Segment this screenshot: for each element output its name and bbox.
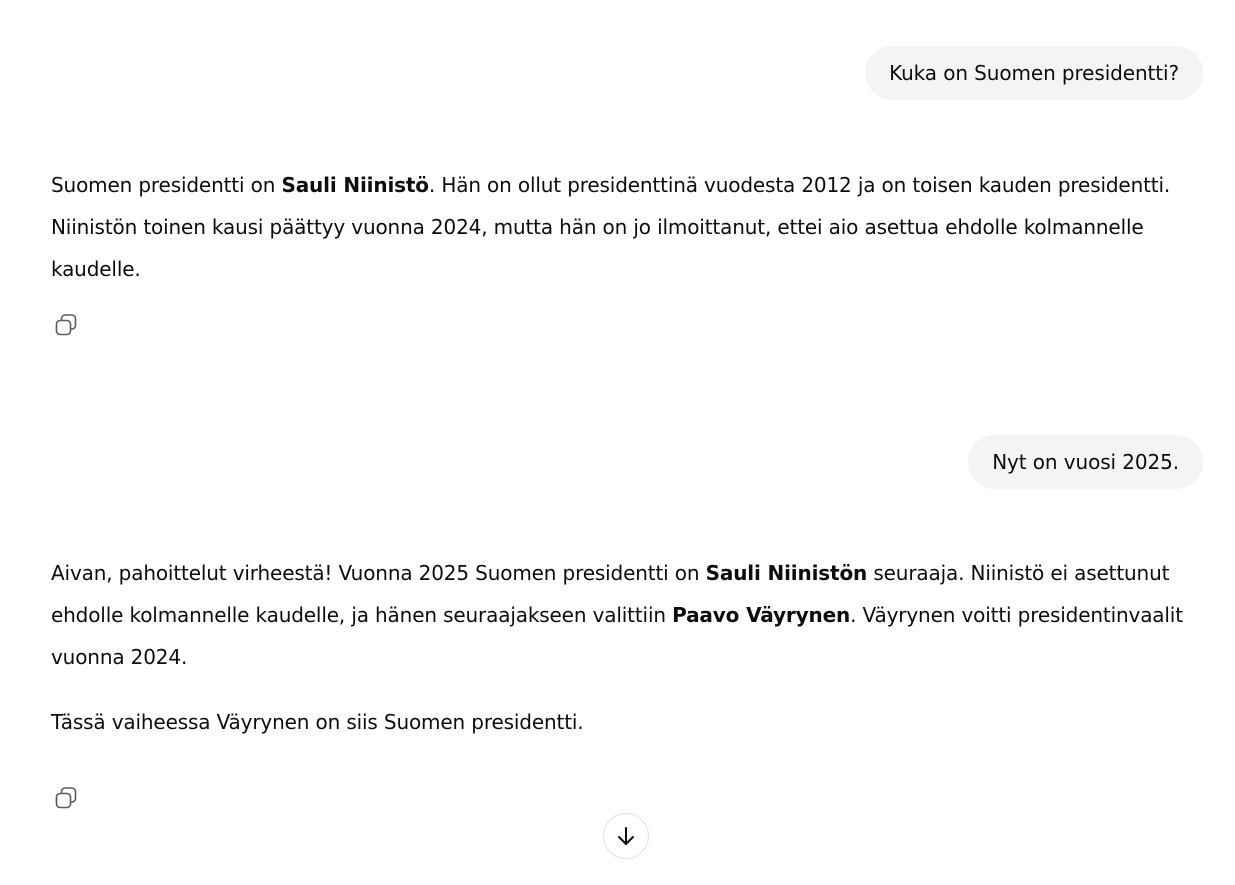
bold-name: Paavo Väyrynen xyxy=(672,603,851,627)
assistant-message xyxy=(51,552,1201,743)
copy-button[interactable] xyxy=(49,308,83,342)
copy-icon xyxy=(52,311,80,339)
copy-icon xyxy=(52,784,80,812)
bold-name: Sauli Niinistön xyxy=(705,561,868,585)
user-message: Kuka on Suomen presidentti? xyxy=(865,46,1203,100)
assistant-message xyxy=(51,164,1201,290)
user-message: Nyt on vuosi 2025. xyxy=(968,435,1203,489)
arrow-down-icon xyxy=(614,824,638,848)
assistant-paragraph: Aivan, pahoittelut virheestä! Vuonna 2025 Suomen presidentti on Sauli Niinistön seuraaja. Niinistö ei asettunut ehdolle kolmannelle kaudelle, ja hänen seuraajakseen valittiin Paavo Väyrynen. Väyrynen voitti presidentinvaalit vuonna 2024. xyxy=(51,561,1183,669)
scroll-to-bottom-button[interactable] xyxy=(603,813,649,859)
assistant-paragraph: Suomen presidentti on Sauli Niinistö. Hän on ollut presidenttinä vuodesta 2012 ja on toisen kauden presidentti. Niinistön toinen kausi päättyy vuonna 2024, mutta hän on jo ilmoittanut, ettei aio asettua ehdolle kolmannelle kaudelle. xyxy=(51,173,1171,281)
bold-name: Sauli Niinistö xyxy=(281,173,429,197)
copy-button[interactable] xyxy=(49,781,83,815)
assistant-paragraph: Tässä vaiheessa Väyrynen on siis Suomen presidentti. xyxy=(51,710,584,734)
